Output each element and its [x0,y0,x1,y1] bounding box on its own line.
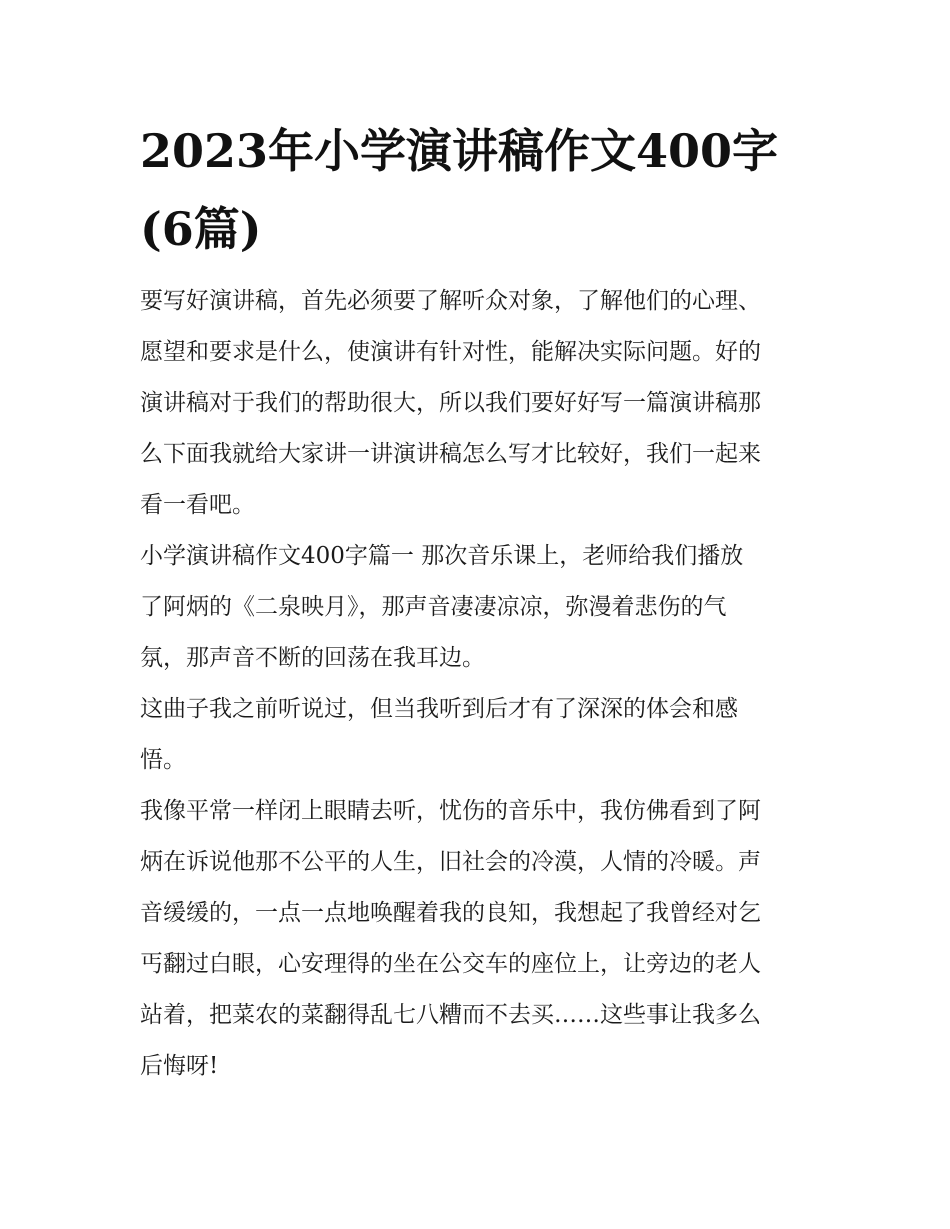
text-line: 演讲稿对于我们的帮助很大，所以我们要好好写一篇演讲稿那 [140,390,761,416]
text-line: 小学演讲稿作文400字篇一 那次音乐课上，老师给我们播放 [140,543,744,569]
text-line: 站着，把菜农的菜翻得乱七八糟而不去买……这些事让我多么 [140,1002,761,1028]
text-line: 要写好演讲稿，首先必须要了解听众对象，了解他们的心理、 [140,288,761,314]
text-line: 么下面我就给大家讲一讲演讲稿怎么写才比较好，我们一起来 [140,441,761,467]
paragraph-intro [140,276,820,531]
document-title [140,112,820,268]
text-line: 这曲子我之前听说过，但当我听到后才有了深深的体会和感 [140,696,738,722]
text-line: 看一看吧。 [140,492,255,518]
paragraph-essay-1-reflection [140,786,820,1092]
text-line: 了阿炳的《二泉映月》，那声音凄凄凉凉，弥漫着悲伤的气 [140,594,727,620]
paragraph-essay-1-opening [140,531,820,684]
title-line-1: 2023年小学演讲稿作文400字 [140,124,779,178]
text-line: 氛，那声音不断的回荡在我耳边。 [140,645,485,671]
text-line: 悟。 [140,747,186,773]
text-line: 愿望和要求是什么，使演讲有针对性，能解决实际问题。好的 [140,339,761,365]
text-line: 音缓缓的，一点一点地唤醒着我的良知，我想起了我曾经对乞 [140,900,761,926]
text-line: 我像平常一样闭上眼睛去听，忧伤的音乐中，我仿佛看到了阿 [140,798,761,824]
text-line: 后悔呀! [140,1053,219,1079]
text-line: 炳在诉说他那不公平的人生，旧社会的冷漠，人情的冷暖。声 [140,849,761,875]
title-line-2: (6篇) [140,202,262,256]
paragraph-essay-1-feeling [140,684,820,786]
text-line: 丐翻过白眼，心安理得的坐在公交车的座位上，让旁边的老人 [140,951,761,977]
document-body [140,276,820,1092]
